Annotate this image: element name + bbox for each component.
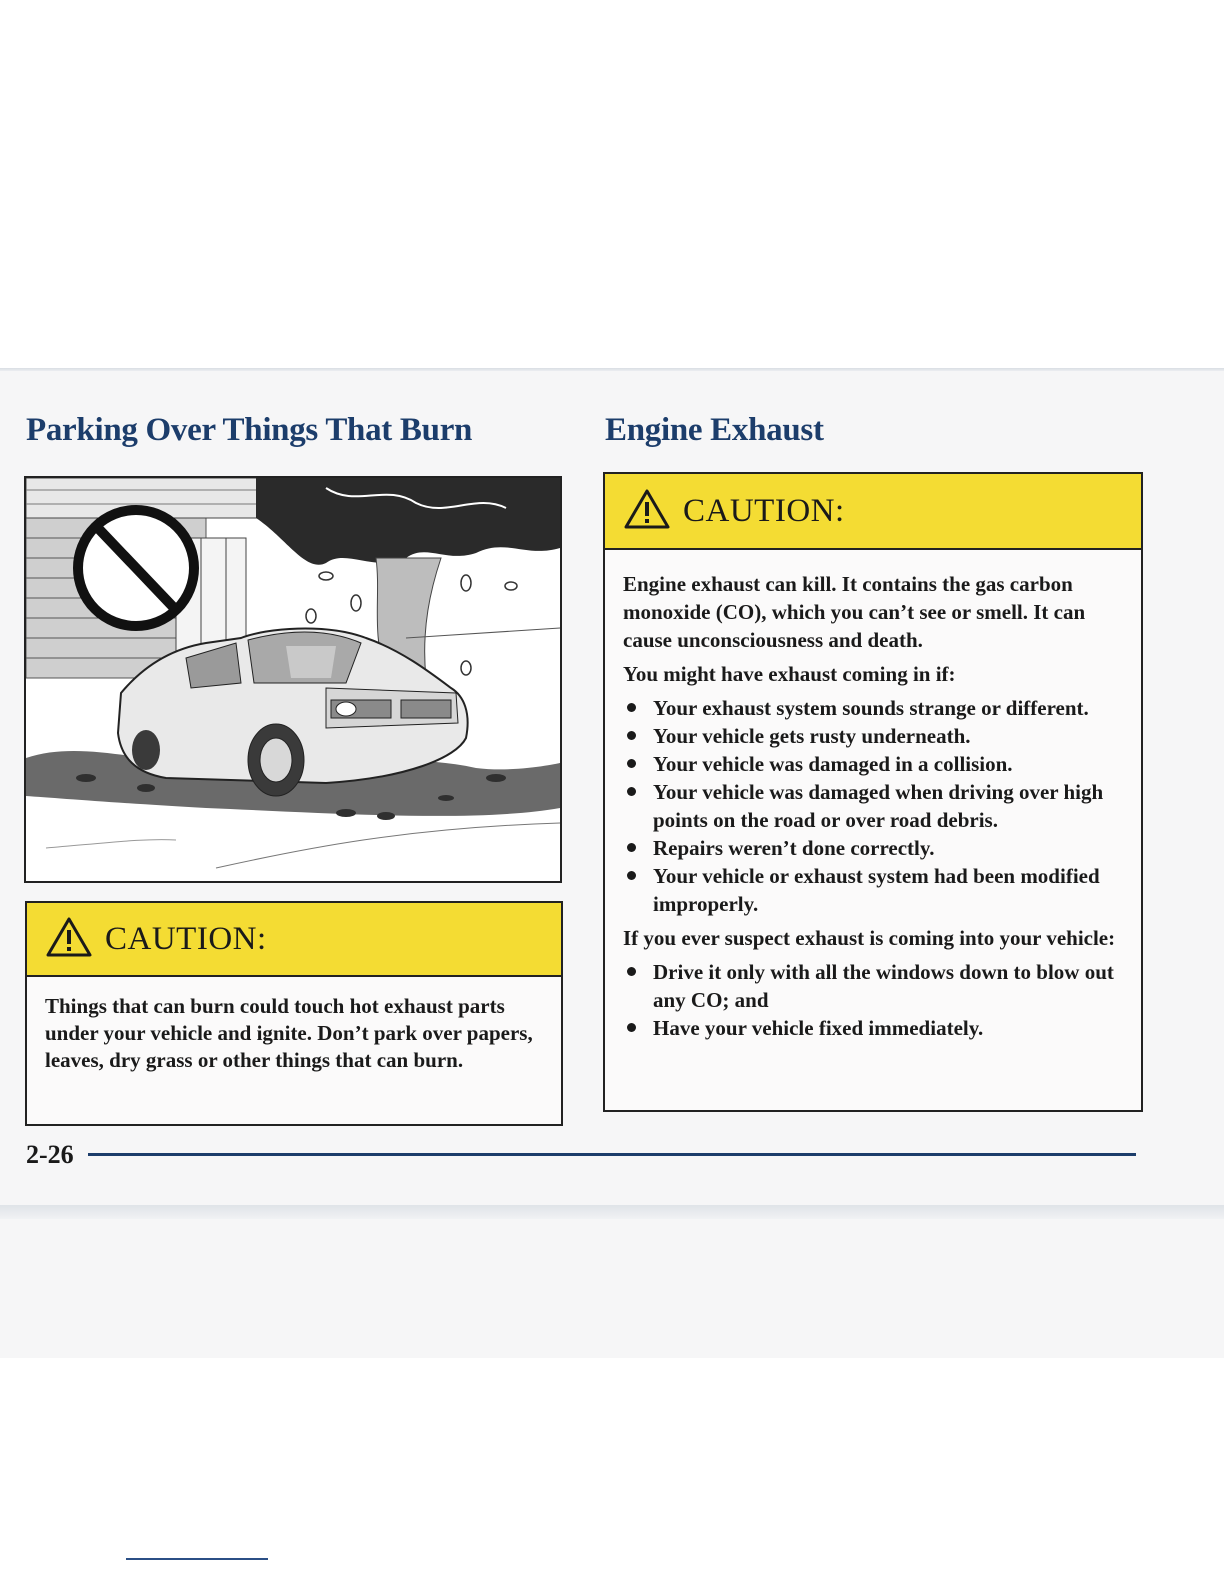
list-item: Your vehicle was damaged when driving over high points on the road or over road debris.	[623, 778, 1123, 834]
caution-body	[27, 977, 561, 1074]
caution-text: Things that can burn could touch hot exhaust parts under your vehicle and ignite. Don’t park over papers, leaves, dry grass or other things that can burn.	[45, 994, 533, 1072]
list-item: Your vehicle was damaged in a collision.	[623, 750, 1123, 778]
parked-car-illustration	[24, 476, 562, 883]
caution-body	[605, 550, 1141, 1042]
list-intro: You might have exhaust coming in if:	[623, 662, 956, 686]
list-item: Your vehicle or exhaust system had been modified improperly.	[623, 862, 1123, 918]
warning-triangle-icon	[623, 488, 671, 535]
list-item: Your exhaust system sounds strange or different.	[623, 694, 1123, 722]
caution-header	[605, 474, 1141, 550]
list-item: Have your vehicle fixed immediately.	[623, 1014, 1123, 1042]
page-number: 2-26	[26, 1140, 74, 1169]
caution-box-parking	[25, 901, 563, 1126]
caution-box-exhaust	[603, 472, 1143, 1112]
caution-header	[27, 903, 561, 977]
list-item: Your vehicle gets rusty underneath.	[623, 722, 1123, 750]
prohibition-sign-icon	[78, 510, 194, 626]
top-edge	[0, 368, 1224, 371]
section-heading-exhaust: Engine Exhaust	[605, 412, 824, 448]
exhaust-signs-list	[623, 694, 1123, 918]
footer-rule	[88, 1153, 1136, 1156]
bottom-edge	[0, 1205, 1224, 1219]
list-intro: If you ever suspect exhaust is coming into your vehicle:	[623, 926, 1116, 950]
caution-intro: Engine exhaust can kill. It contains the gas carbon monoxide (CO), which you can’t see or smell. It can cause unconsciousness and death.	[623, 572, 1086, 652]
exhaust-actions-list	[623, 958, 1123, 1042]
section-heading-parking: Parking Over Things That Burn	[26, 412, 473, 448]
caution-title: CAUTION:	[683, 492, 845, 529]
caution-title: CAUTION:	[105, 920, 267, 957]
list-item: Repairs weren’t done correctly.	[623, 834, 1123, 862]
list-item: Drive it only with all the windows down to blow out any CO; and	[623, 958, 1123, 1014]
warning-triangle-icon	[45, 916, 93, 963]
bottom-link-rule	[126, 1558, 268, 1560]
